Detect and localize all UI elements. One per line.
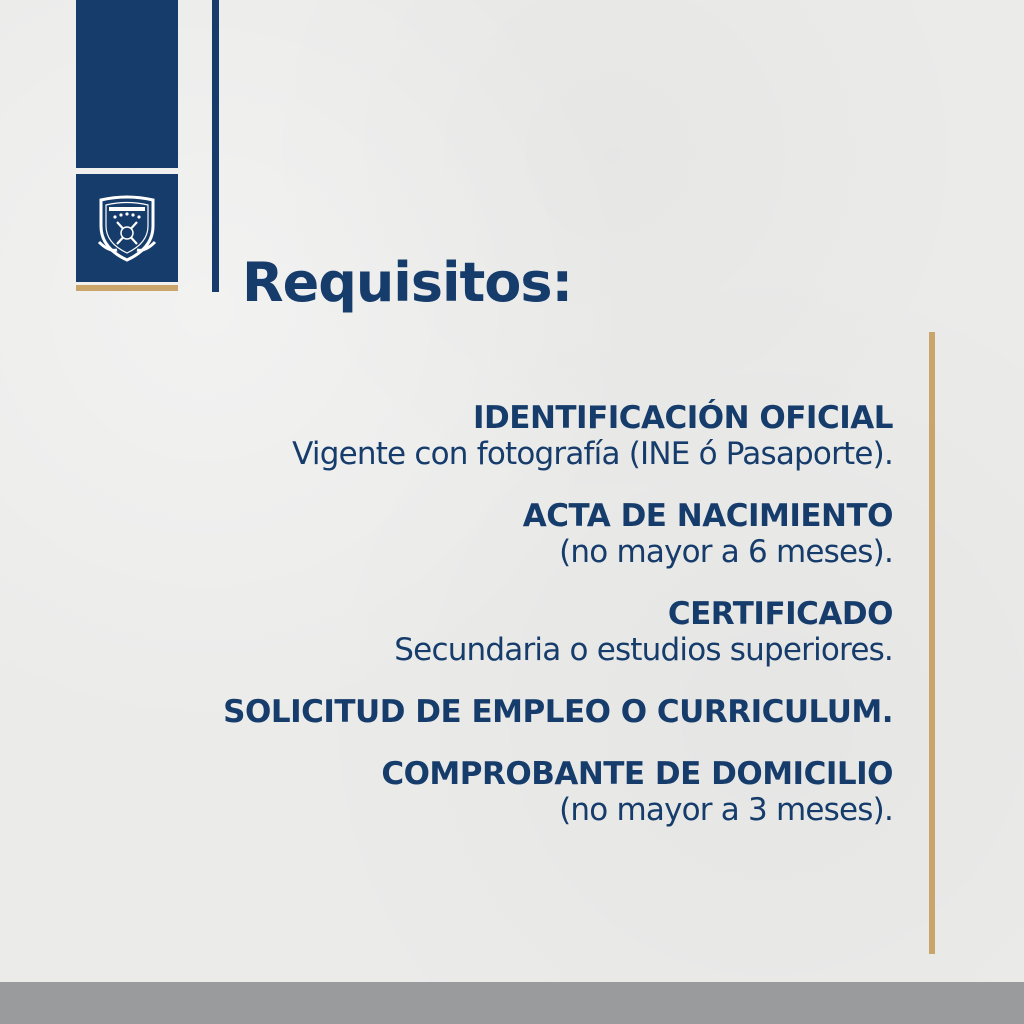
requirement-item (93, 756, 893, 828)
footer-bar (0, 982, 1024, 1024)
requirement-item (93, 498, 893, 570)
page-title: Requisitos: (242, 251, 573, 315)
requirement-heading: IDENTIFICACIÓN OFICIAL (473, 400, 893, 436)
requirement-item (93, 400, 893, 472)
requirement-item (93, 694, 893, 730)
gold-vertical-rule (929, 332, 935, 954)
logo-panel (76, 174, 178, 282)
requirement-detail: Secundaria o estudios superiores. (394, 632, 893, 668)
requirement-item (93, 596, 893, 668)
title-vertical-divider (212, 0, 219, 292)
requirement-heading: SOLICITUD DE EMPLEO O CURRICULUM. (223, 694, 893, 730)
requirements-list (93, 400, 893, 854)
requirement-heading: ACTA DE NACIMIENTO (522, 498, 893, 534)
requirement-detail: Vigente con fotografía (INE ó Pasaporte). (292, 436, 893, 472)
top-blue-block (76, 0, 178, 168)
requirement-detail: (no mayor a 6 meses). (559, 534, 893, 570)
shield-emblem-icon (95, 192, 159, 264)
requirement-heading: CERTIFICADO (667, 596, 893, 632)
requirement-detail: (no mayor a 3 meses). (559, 792, 893, 828)
logo-gold-underline (76, 285, 178, 291)
requirement-heading: COMPROBANTE DE DOMICILIO (381, 756, 893, 792)
